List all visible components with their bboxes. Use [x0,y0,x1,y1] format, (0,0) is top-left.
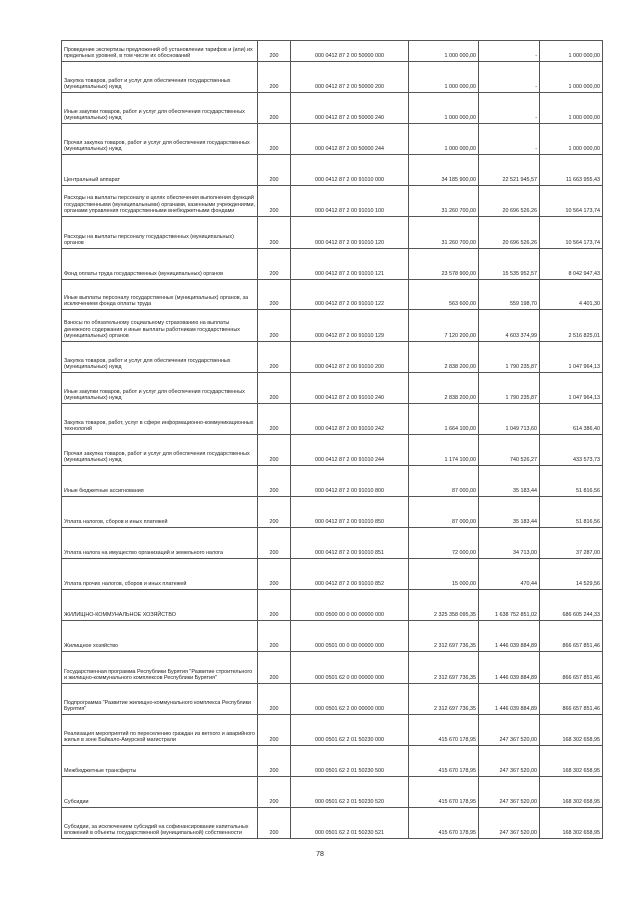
row-name-cell: Государственная программа Республики Бурятия "Развитие строительного и жилищно-коммунального комплексов Республики Бурятия" [62,652,258,684]
row-admin-code-cell: 200 [258,186,291,217]
row-name-cell: Подпрограмма "Развитие жилищно-коммунального комплекса Республики Бурятия" [62,684,258,715]
row-budget-code-cell: 000 0412 87 2 00 91010 850 [291,497,409,528]
row-executed-amount-cell: 1 446 039 884,89 [479,621,540,652]
row-approved-amount-cell: 415 670 178,95 [409,808,479,839]
row-approved-amount-cell: 1 000 000,00 [409,41,479,62]
report-sheet [61,40,602,839]
row-executed-amount-cell: 34 713,00 [479,528,540,559]
table-row [62,404,603,435]
row-remaining-amount-cell: 1 000 000,00 [540,41,603,62]
row-name-cell: Уплата налога на имущество организаций и земельного налога [62,528,258,559]
row-approved-amount-cell: 15 000,00 [409,559,479,590]
table-row [62,715,603,746]
row-name-cell: Взносы по обязательному социальному страхованию на выплаты денежного содержания и иные выплаты работникам государственных (муниципальных) органов [62,310,258,342]
row-admin-code-cell: 200 [258,373,291,404]
row-approved-amount-cell: 1 664 100,00 [409,404,479,435]
row-name-cell: Уплата прочих налогов, сборов и иных платежей [62,559,258,590]
row-name-cell: Реализация мероприятий по переселению граждан из ветхого и аварийного жилья в зоне Байкало-Амурской магистрали [62,715,258,746]
row-remaining-amount-cell: 168 302 658,95 [540,808,603,839]
row-admin-code-cell: 200 [258,497,291,528]
row-executed-amount-cell: - [479,124,540,155]
row-name-cell: Иные закупки товаров, работ и услуг для обеспечения государственных (муниципальных) нужд [62,93,258,124]
table-row [62,217,603,249]
row-budget-code-cell: 000 0412 87 2 00 91010 121 [291,249,409,280]
table-row [62,373,603,404]
table-row [62,590,603,621]
row-remaining-amount-cell: 1 000 000,00 [540,62,603,93]
row-executed-amount-cell: 22 521 945,57 [479,155,540,186]
row-approved-amount-cell: 1 174 100,00 [409,435,479,466]
row-remaining-amount-cell: 686 605 244,33 [540,590,603,621]
row-budget-code-cell: 000 0412 87 2 00 91010 122 [291,280,409,310]
row-approved-amount-cell: 87 000,00 [409,466,479,497]
row-remaining-amount-cell: 8 042 947,43 [540,249,603,280]
table-row [62,41,603,62]
table-row [62,155,603,186]
row-name-cell: Иные бюджетные ассигнования [62,466,258,497]
row-admin-code-cell: 200 [258,155,291,186]
row-remaining-amount-cell: 866 657 851,46 [540,621,603,652]
row-remaining-amount-cell: 168 302 658,95 [540,715,603,746]
row-name-cell: Прочая закупка товаров, работ и услуг для обеспечения государственных (муниципальных) нужд [62,124,258,155]
row-admin-code-cell: 200 [258,435,291,466]
row-name-cell: Прочая закупка товаров, работ и услуг для обеспечения государственных (муниципальных) нужд [62,435,258,466]
row-remaining-amount-cell: 1 000 000,00 [540,124,603,155]
row-executed-amount-cell: 1 446 039 884,89 [479,652,540,684]
row-budget-code-cell: 000 0501 62 2 00 00000 000 [291,684,409,715]
row-budget-code-cell: 000 0412 87 2 00 91010 000 [291,155,409,186]
table-row [62,93,603,124]
row-remaining-amount-cell: 10 564 173,74 [540,186,603,217]
row-admin-code-cell: 200 [258,808,291,839]
row-budget-code-cell: 000 0412 87 2 00 91010 851 [291,528,409,559]
row-budget-code-cell: 000 0412 87 2 00 91010 200 [291,342,409,373]
row-budget-code-cell: 000 0412 87 2 00 91010 242 [291,404,409,435]
row-budget-code-cell: 000 0412 87 2 00 91010 244 [291,435,409,466]
table-row [62,186,603,217]
row-executed-amount-cell: 35 183,44 [479,466,540,497]
row-admin-code-cell: 200 [258,652,291,684]
row-executed-amount-cell: 247 367 520,00 [479,715,540,746]
row-admin-code-cell: 200 [258,590,291,621]
row-admin-code-cell: 200 [258,93,291,124]
row-admin-code-cell: 200 [258,249,291,280]
table-row [62,777,603,808]
row-remaining-amount-cell: 1 047 964,13 [540,342,603,373]
table-row [62,621,603,652]
row-remaining-amount-cell: 37 287,00 [540,528,603,559]
row-remaining-amount-cell: 866 657 851,46 [540,684,603,715]
row-name-cell: Субсидии [62,777,258,808]
row-remaining-amount-cell: 11 663 955,43 [540,155,603,186]
budget-table-body [62,41,603,839]
row-name-cell: Закупка товаров, работ и услуг для обеспечения государственных (муниципальных) нужд [62,342,258,373]
row-executed-amount-cell: 247 367 520,00 [479,808,540,839]
row-name-cell: Проведение экспертизы предложений об установлении тарифов и (или) их предельных уровней, в том числе их обоснований [62,41,258,62]
row-remaining-amount-cell: 10 564 173,74 [540,217,603,249]
row-executed-amount-cell: 4 603 374,99 [479,310,540,342]
row-admin-code-cell: 200 [258,217,291,249]
row-name-cell: Субсидии, за исключением субсидий на софинансирование капитальных вложений в объекты государственной (муниципальной) собственности [62,808,258,839]
row-approved-amount-cell: 2 838 200,00 [409,342,479,373]
row-remaining-amount-cell: 433 573,73 [540,435,603,466]
row-executed-amount-cell: 35 183,44 [479,497,540,528]
row-executed-amount-cell: - [479,62,540,93]
row-approved-amount-cell: 2 312 697 736,35 [409,684,479,715]
row-executed-amount-cell: 1 790 235,87 [479,373,540,404]
table-row [62,528,603,559]
row-approved-amount-cell: 2 312 697 736,35 [409,621,479,652]
row-admin-code-cell: 200 [258,404,291,435]
budget-table [61,40,603,839]
row-executed-amount-cell: 1 446 039 884,89 [479,684,540,715]
row-approved-amount-cell: 72 000,00 [409,528,479,559]
row-executed-amount-cell: 559 198,70 [479,280,540,310]
row-name-cell: Межбюджетные трансферты [62,746,258,777]
row-admin-code-cell: 200 [258,746,291,777]
row-executed-amount-cell: 1 049 713,60 [479,404,540,435]
table-row [62,342,603,373]
row-name-cell: Расходы на выплаты персоналу государственных (муниципальных) органов [62,217,258,249]
row-approved-amount-cell: 415 670 178,95 [409,715,479,746]
row-approved-amount-cell: 1 000 000,00 [409,62,479,93]
row-budget-code-cell: 000 0501 62 0 00 00000 000 [291,652,409,684]
row-executed-amount-cell: 247 367 520,00 [479,746,540,777]
row-admin-code-cell: 200 [258,124,291,155]
row-approved-amount-cell: 415 670 178,95 [409,746,479,777]
row-approved-amount-cell: 1 000 000,00 [409,93,479,124]
row-remaining-amount-cell: 1 000 000,00 [540,93,603,124]
row-executed-amount-cell: 740 526,27 [479,435,540,466]
row-name-cell: ЖИЛИЩНО-КОММУНАЛЬНОЕ ХОЗЯЙСТВО [62,590,258,621]
row-budget-code-cell: 000 0501 00 0 00 00000 000 [291,621,409,652]
row-remaining-amount-cell: 866 657 851,46 [540,652,603,684]
row-approved-amount-cell: 7 120 200,00 [409,310,479,342]
row-name-cell: Фонд оплаты труда государственных (муниципальных) органов [62,249,258,280]
row-remaining-amount-cell: 1 047 964,13 [540,373,603,404]
row-name-cell: Иные выплаты персоналу государственных (муниципальных) органов, за исключением фонда оплаты труда [62,280,258,310]
table-row [62,808,603,839]
row-remaining-amount-cell: 51 816,56 [540,466,603,497]
row-budget-code-cell: 000 0412 87 2 00 91010 240 [291,373,409,404]
table-row [62,652,603,684]
row-name-cell: Закупка товаров, работ, услуг в сфере информационно-коммуникационных технологий [62,404,258,435]
row-admin-code-cell: 200 [258,310,291,342]
table-row [62,497,603,528]
row-name-cell: Иные закупки товаров, работ и услуг для обеспечения государственных (муниципальных) нужд [62,373,258,404]
table-row [62,435,603,466]
row-admin-code-cell: 200 [258,342,291,373]
row-budget-code-cell: 000 0501 62 2 01 50230 520 [291,777,409,808]
row-remaining-amount-cell: 168 302 658,95 [540,777,603,808]
row-admin-code-cell: 200 [258,684,291,715]
row-approved-amount-cell: 2 325 358 095,35 [409,590,479,621]
row-budget-code-cell: 000 0412 87 2 00 50000 200 [291,62,409,93]
row-executed-amount-cell: 470,44 [479,559,540,590]
row-admin-code-cell: 200 [258,715,291,746]
table-row [62,310,603,342]
row-approved-amount-cell: 87 000,00 [409,497,479,528]
row-budget-code-cell: 000 0412 87 2 00 50000 240 [291,93,409,124]
row-remaining-amount-cell: 51 816,56 [540,497,603,528]
row-admin-code-cell: 200 [258,41,291,62]
row-approved-amount-cell: 1 000 000,00 [409,124,479,155]
row-budget-code-cell: 000 0412 87 2 00 91010 120 [291,217,409,249]
row-budget-code-cell: 000 0501 62 2 01 50230 500 [291,746,409,777]
table-row [62,280,603,310]
row-executed-amount-cell: 15 535 952,57 [479,249,540,280]
row-name-cell: Центральный аппарат [62,155,258,186]
row-approved-amount-cell: 2 838 200,00 [409,373,479,404]
table-row [62,684,603,715]
row-name-cell: Уплата налогов, сборов и иных платежей [62,497,258,528]
row-admin-code-cell: 200 [258,466,291,497]
row-remaining-amount-cell: 168 302 658,95 [540,746,603,777]
row-budget-code-cell: 000 0412 87 2 00 91010 100 [291,186,409,217]
table-row [62,466,603,497]
row-budget-code-cell: 000 0501 62 2 01 50230 521 [291,808,409,839]
row-approved-amount-cell: 34 185 900,00 [409,155,479,186]
table-row [62,62,603,93]
row-admin-code-cell: 200 [258,280,291,310]
row-budget-code-cell: 000 0412 87 2 00 50000 000 [291,41,409,62]
row-budget-code-cell: 000 0500 00 0 00 00000 000 [291,590,409,621]
row-approved-amount-cell: 415 670 178,95 [409,777,479,808]
row-approved-amount-cell: 563 600,00 [409,280,479,310]
row-budget-code-cell: 000 0412 87 2 00 91010 129 [291,310,409,342]
row-approved-amount-cell: 2 312 697 736,35 [409,652,479,684]
row-remaining-amount-cell: 14 529,56 [540,559,603,590]
row-executed-amount-cell: 1 790 235,87 [479,342,540,373]
row-admin-code-cell: 200 [258,777,291,808]
row-remaining-amount-cell: 4 401,30 [540,280,603,310]
table-row [62,124,603,155]
row-approved-amount-cell: 31 260 700,00 [409,217,479,249]
row-admin-code-cell: 200 [258,62,291,93]
table-row [62,249,603,280]
row-name-cell: Закупка товаров, работ и услуг для обеспечения государственных (муниципальных) нужд [62,62,258,93]
row-admin-code-cell: 200 [258,559,291,590]
row-executed-amount-cell: 247 367 520,00 [479,777,540,808]
row-executed-amount-cell: 1 638 752 851,02 [479,590,540,621]
row-budget-code-cell: 000 0412 87 2 00 50000 244 [291,124,409,155]
table-row [62,746,603,777]
row-name-cell: Расходы на выплаты персоналу в целях обеспечения выполнения функций государственными (муниципальными) органами, казенными учреждениями, органами управления государственными внебюджетными фондами [62,186,258,217]
row-admin-code-cell: 200 [258,621,291,652]
row-executed-amount-cell: 20 696 526,26 [479,186,540,217]
row-executed-amount-cell: - [479,93,540,124]
table-row [62,559,603,590]
page-number: 78 [316,851,324,858]
row-budget-code-cell: 000 0501 62 2 01 50230 000 [291,715,409,746]
row-budget-code-cell: 000 0412 87 2 00 91010 852 [291,559,409,590]
row-approved-amount-cell: 23 578 900,00 [409,249,479,280]
row-executed-amount-cell: 20 696 526,26 [479,217,540,249]
row-remaining-amount-cell: 2 516 825,01 [540,310,603,342]
row-approved-amount-cell: 31 260 700,00 [409,186,479,217]
row-budget-code-cell: 000 0412 87 2 00 91010 800 [291,466,409,497]
row-name-cell: Жилищное хозяйство [62,621,258,652]
row-executed-amount-cell: - [479,41,540,62]
row-remaining-amount-cell: 614 386,40 [540,404,603,435]
row-admin-code-cell: 200 [258,528,291,559]
